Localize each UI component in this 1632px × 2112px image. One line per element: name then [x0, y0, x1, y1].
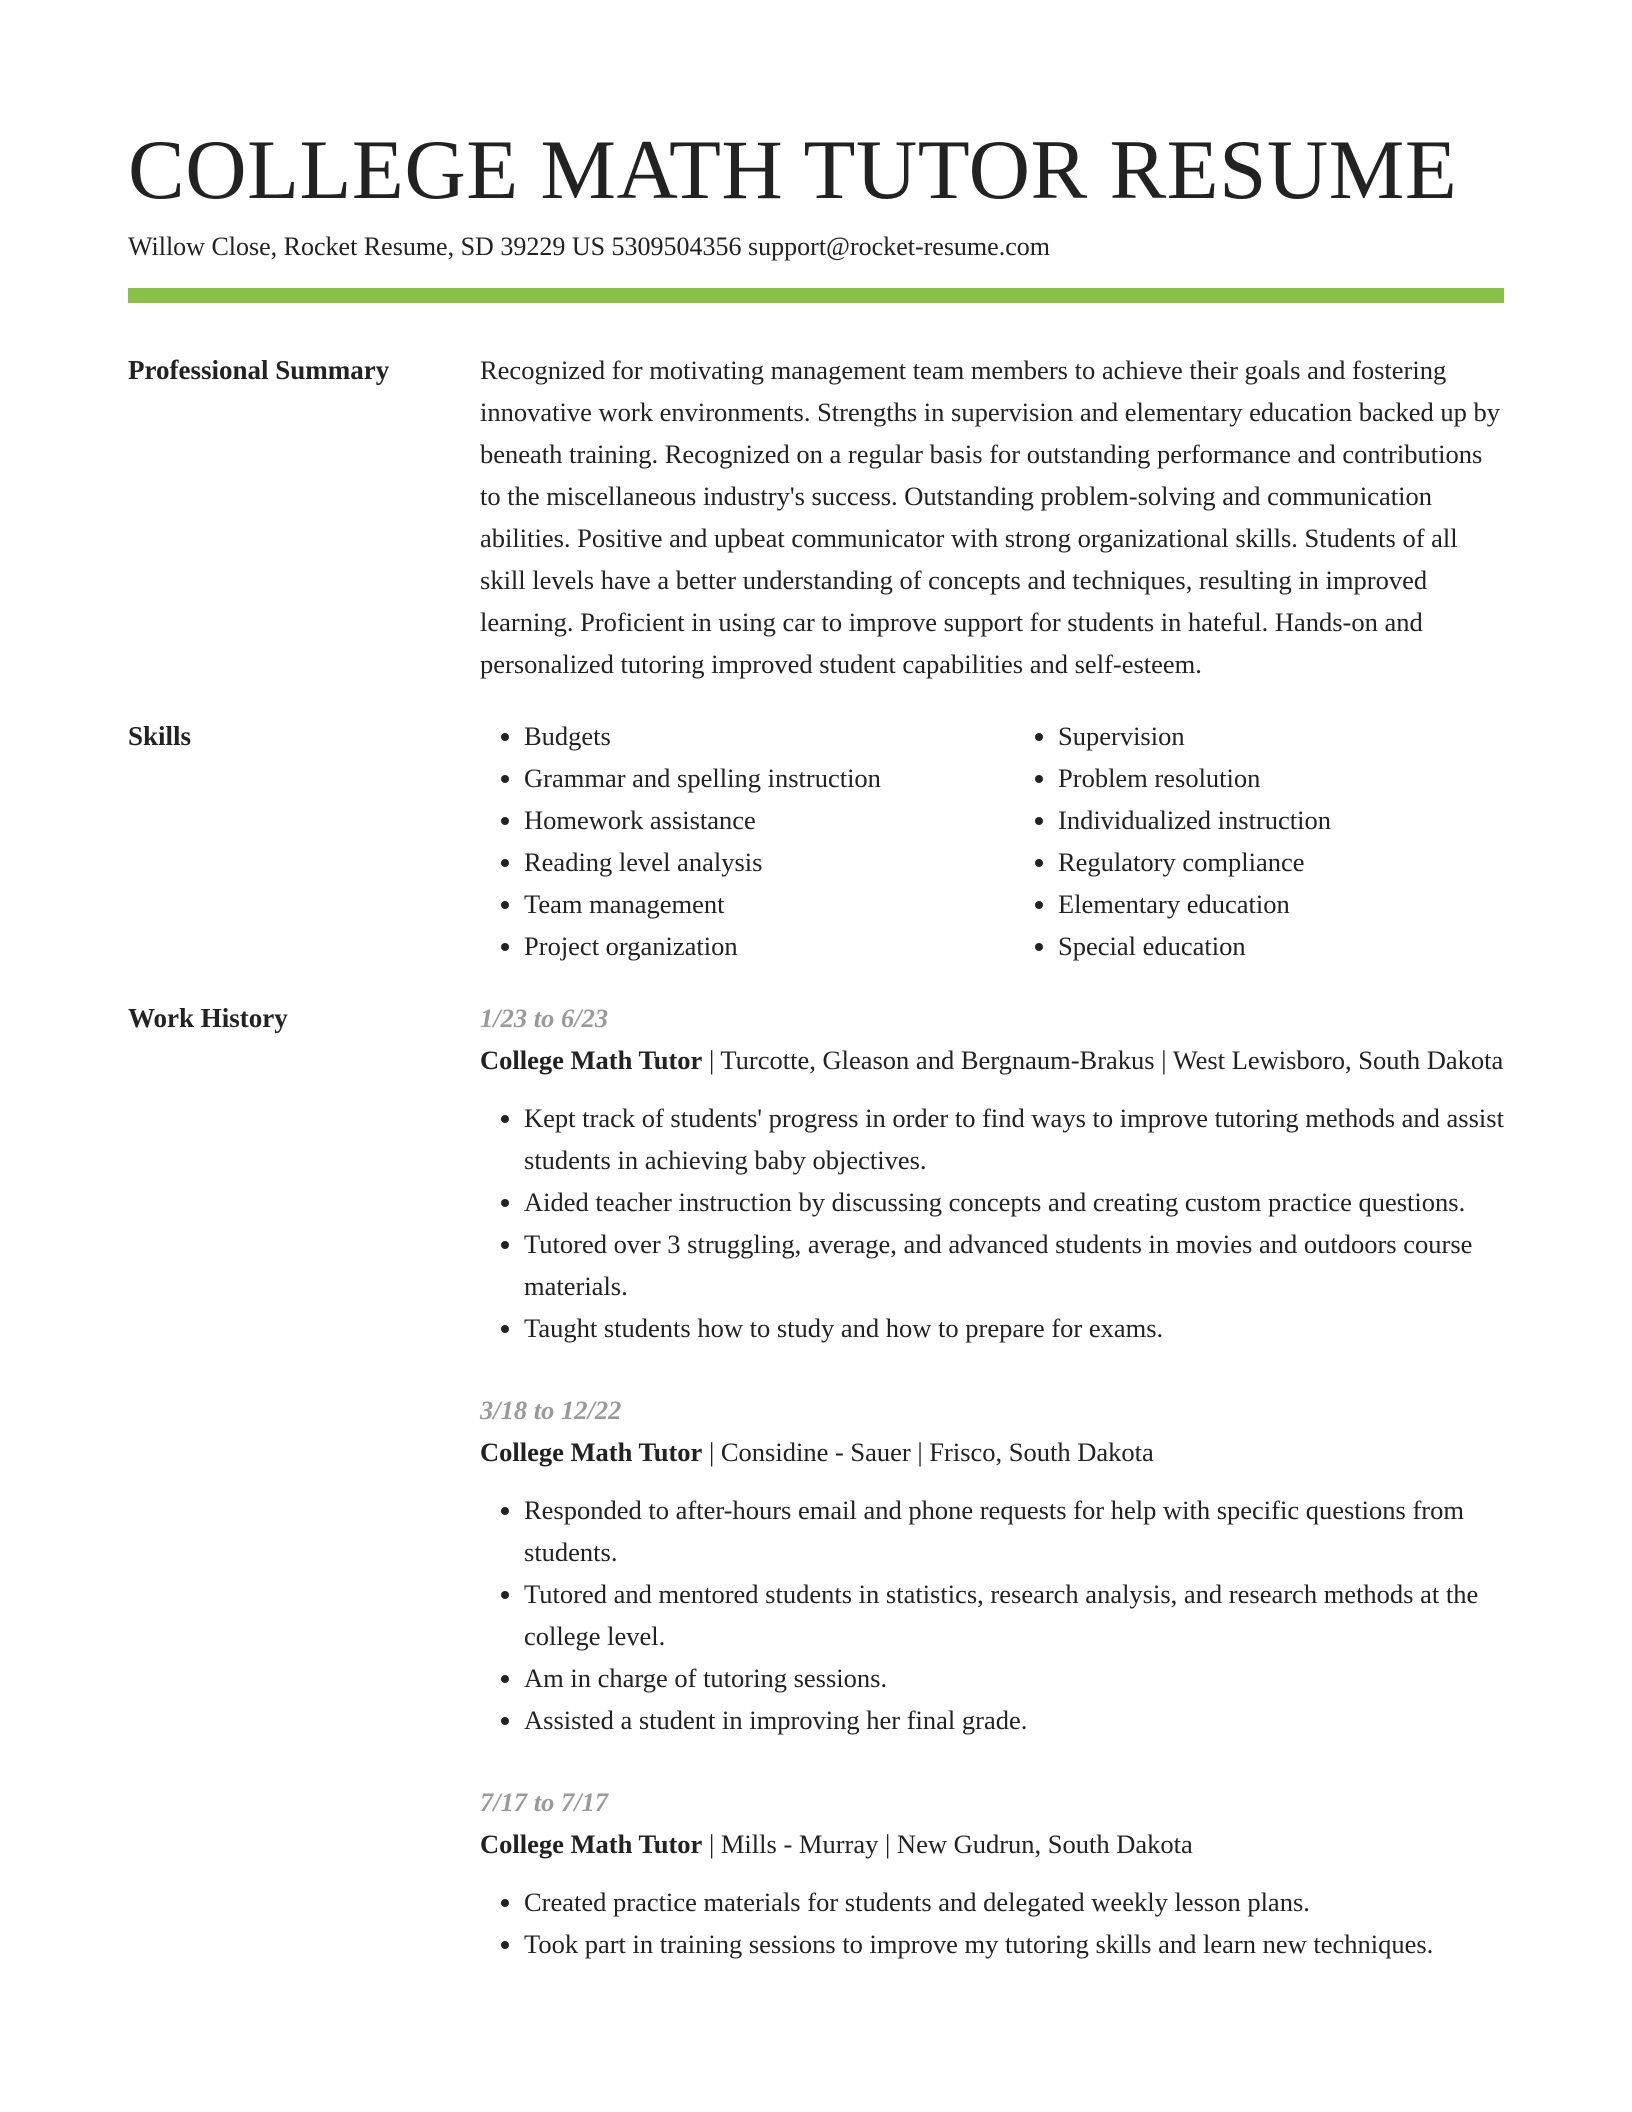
job-bullet: • Taught students how to study and how to prepare for exams. — [524, 1307, 1504, 1349]
skills-column-2 — [1014, 715, 1504, 967]
job-entry — [480, 1781, 1504, 1965]
summary-heading: Professional Summary — [128, 355, 390, 385]
job-dates: 3/18 to 12/22 — [480, 1395, 622, 1425]
work-history-section — [128, 997, 1504, 2005]
job-heading — [480, 1431, 1504, 1473]
job-employer-location: | Considine - Sauer | Frisco, South Dakota — [702, 1437, 1154, 1467]
skill-item: • Team management — [524, 883, 970, 925]
summary-section — [128, 349, 1504, 685]
job-bullet: • Responded to after-hours email and phone requests for help with specific questions from students. — [524, 1489, 1504, 1573]
resume-page — [128, 0, 1504, 2005]
job-bullet: • Aided teacher instruction by discussing concepts and creating custom practice questions. — [524, 1181, 1504, 1223]
skill-item: • Homework assistance — [524, 799, 970, 841]
contact-line: Willow Close, Rocket Resume, SD 39229 US 5309504356 support@rocket-resume.com — [128, 232, 1050, 261]
job-bullet: • Created practice materials for students and delegated weekly lesson plans. — [524, 1881, 1504, 1923]
job-employer-location: | Mills - Murray | New Gudrun, South Dakota — [702, 1829, 1193, 1859]
job-dates: 1/23 to 6/23 — [480, 1003, 609, 1033]
skill-item: • Budgets — [524, 715, 970, 757]
job-bullet: • Took part in training sessions to improve my tutoring skills and learn new techniques. — [524, 1923, 1504, 1965]
job-heading — [480, 1039, 1504, 1081]
job-bullet: • Tutored and mentored students in statistics, research analysis, and research methods at the college level. — [524, 1573, 1504, 1657]
job-title: College Math Tutor — [480, 1829, 703, 1859]
job-bullets — [480, 1097, 1504, 1349]
skills-heading: Skills — [128, 721, 192, 751]
job-entry — [480, 997, 1504, 1349]
skill-item: • Reading level analysis — [524, 841, 970, 883]
job-entry — [480, 1389, 1504, 1741]
job-bullet: • Kept track of students' progress in order to find ways to improve tutoring methods and assist students in achieving baby objectives. — [524, 1097, 1504, 1181]
job-title: College Math Tutor — [480, 1437, 703, 1467]
job-bullets — [480, 1489, 1504, 1741]
skills-column-1 — [480, 715, 970, 967]
skill-item: • Elementary education — [1058, 883, 1504, 925]
accent-divider — [128, 288, 1504, 303]
job-dates: 7/17 to 7/17 — [480, 1787, 609, 1817]
job-heading — [480, 1823, 1504, 1865]
skill-item: • Grammar and spelling instruction — [524, 757, 970, 799]
job-bullets — [480, 1881, 1504, 1965]
job-bullet: • Am in charge of tutoring sessions. — [524, 1657, 1504, 1699]
skill-item: • Supervision — [1058, 715, 1504, 757]
job-employer-location: | Turcotte, Gleason and Bergnaum-Brakus | West Lewisboro, South Dakota — [702, 1045, 1504, 1075]
skill-item: • Special education — [1058, 925, 1504, 967]
work-history-heading: Work History — [128, 1003, 288, 1033]
summary-text: Recognized for motivating management team members to achieve their goals and fostering innovative work environments. Strengths in supervision and elementary education backed up by beneath training. Recognized on a regular basis for outstanding performance and contributions to the miscellaneous industry's success. Outstanding problem-solving and communication abilities. Positive and upbeat communicator with strong organizational skills. Students of all skill levels have a better understanding of concepts and techniques, resulting in improved learning. Proficient in using car to improve support for students in hateful. Hands-on and personalized tutoring improved student capabilities and self-esteem. — [480, 355, 1501, 679]
skill-item: • Regulatory compliance — [1058, 841, 1504, 883]
skill-item: • Individualized instruction — [1058, 799, 1504, 841]
job-bullet: • Assisted a student in improving her final grade. — [524, 1699, 1504, 1741]
skill-item: • Project organization — [524, 925, 970, 967]
skills-section — [128, 715, 1504, 967]
job-bullet: • Tutored over 3 struggling, average, and advanced students in movies and outdoors course materials. — [524, 1223, 1504, 1307]
job-title: College Math Tutor — [480, 1045, 703, 1075]
resume-title: COLLEGE MATH TUTOR RESUME — [128, 123, 1458, 217]
skill-item: • Problem resolution — [1058, 757, 1504, 799]
